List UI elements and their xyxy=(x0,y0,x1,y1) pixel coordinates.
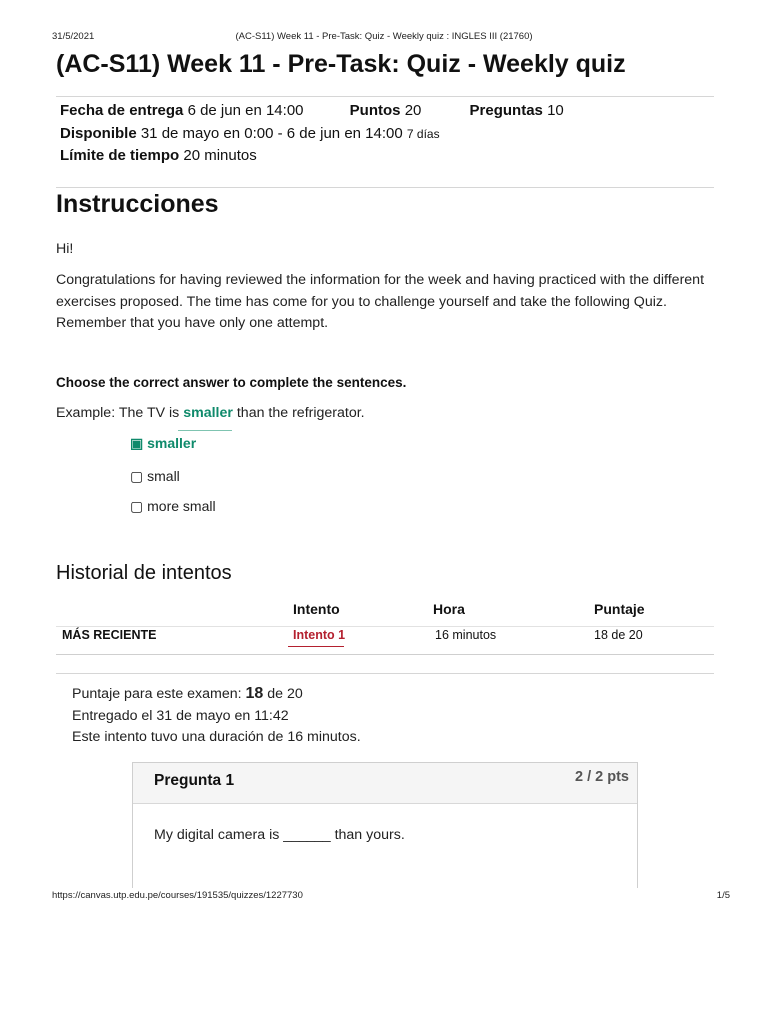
example-prefix: Example: The TV is xyxy=(56,405,184,421)
available-label: Disponible xyxy=(60,124,137,142)
choice-label: smaller xyxy=(147,435,197,451)
footer-url: https://canvas.utp.edu.pe/courses/191535/quizzes/1227730 xyxy=(52,890,303,901)
score-prefix: Puntaje para este examen: xyxy=(72,686,246,702)
points-label: Puntos xyxy=(349,102,401,119)
summary-divider xyxy=(56,673,714,674)
time-limit-value: 20 minutos xyxy=(183,147,257,164)
attempt-link-underline xyxy=(288,646,344,647)
question-card xyxy=(132,762,638,902)
print-date: 31/5/2021 xyxy=(52,31,95,42)
empty-box-icon: ▢ xyxy=(130,468,144,484)
table-bottom-divider xyxy=(56,654,714,655)
empty-box-icon: ▢ xyxy=(130,498,144,514)
table-divider xyxy=(56,626,714,627)
question-title: Pregunta 1 xyxy=(154,772,235,789)
print-title: (AC-S11) Week 11 - Pre-Task: Quiz - Weekly quiz : INGLES III (21760) xyxy=(235,31,533,42)
checked-box-icon: ▣ xyxy=(130,435,144,451)
directive: Choose the correct answer to complete the sentences. xyxy=(56,375,407,390)
details-row-1 xyxy=(60,100,714,123)
score-line xyxy=(72,683,361,706)
choice-label: small xyxy=(147,468,180,484)
row-time: 16 minutos xyxy=(435,628,497,642)
greeting: Hi! xyxy=(56,241,74,257)
time-limit-label: Límite de tiempo xyxy=(60,147,180,164)
duration-line: Este intento tuvo una duración de 16 minutos. xyxy=(72,729,361,745)
header-time: Hora xyxy=(433,601,465,617)
example-sentence xyxy=(56,403,728,425)
available-days: 7 días xyxy=(406,126,440,141)
header-attempt: Intento xyxy=(293,601,340,617)
choice-label: more small xyxy=(147,498,216,514)
choice-small xyxy=(130,468,180,485)
section-divider xyxy=(56,187,714,188)
page-bottom xyxy=(0,888,768,1024)
question-points: 2 / 2 pts xyxy=(575,769,629,785)
points-value: 20 xyxy=(404,102,422,119)
instructions-paragraph: Congratulations for having reviewed the information for the week and having practiced with the different exercises proposed. The time has come for you to challenge yourself and take the following Quiz. Remember that you have only one attempt. xyxy=(56,272,705,331)
page-title: (AC-S11) Week 11 - Pre-Task: Quiz - Weekly quiz xyxy=(56,50,626,78)
score-suffix: de 20 xyxy=(263,686,303,702)
submitted-line: Entregado el 31 de mayo en 11:42 xyxy=(72,707,289,724)
instructions-heading: Instrucciones xyxy=(56,190,219,218)
choice-smaller xyxy=(130,435,196,452)
choice-more-small xyxy=(130,498,216,515)
question-text: My digital camera is ______ than yours. xyxy=(154,827,405,843)
row-label: MÁS RECIENTE xyxy=(62,628,157,642)
page-number: 1/5 xyxy=(716,890,730,901)
due-value: 6 de jun en 14:00 xyxy=(187,102,304,119)
example-underline xyxy=(178,430,232,431)
question-header xyxy=(133,763,637,804)
example-highlight: smaller xyxy=(183,405,233,421)
header-score: Puntaje xyxy=(594,601,645,617)
quiz-details xyxy=(56,96,714,168)
attempt-link[interactable]: Intento 1 xyxy=(293,628,346,642)
score-value: 18 xyxy=(245,685,264,702)
questions-label: Preguntas xyxy=(469,102,543,119)
details-row-3 xyxy=(60,145,714,168)
due-label: Fecha de entrega xyxy=(60,102,184,119)
example-suffix: than the refrigerator. xyxy=(232,405,365,421)
attempt-summary xyxy=(72,683,361,749)
row-score: 18 de 20 xyxy=(594,628,643,642)
available-value: 31 de mayo en 0:00 - 6 de jun en 14:00 xyxy=(140,124,403,142)
details-row-2 xyxy=(60,123,714,146)
print-header xyxy=(0,31,768,45)
questions-value: 10 xyxy=(547,102,564,119)
attempt-history-title: Historial de intentos xyxy=(56,562,232,584)
